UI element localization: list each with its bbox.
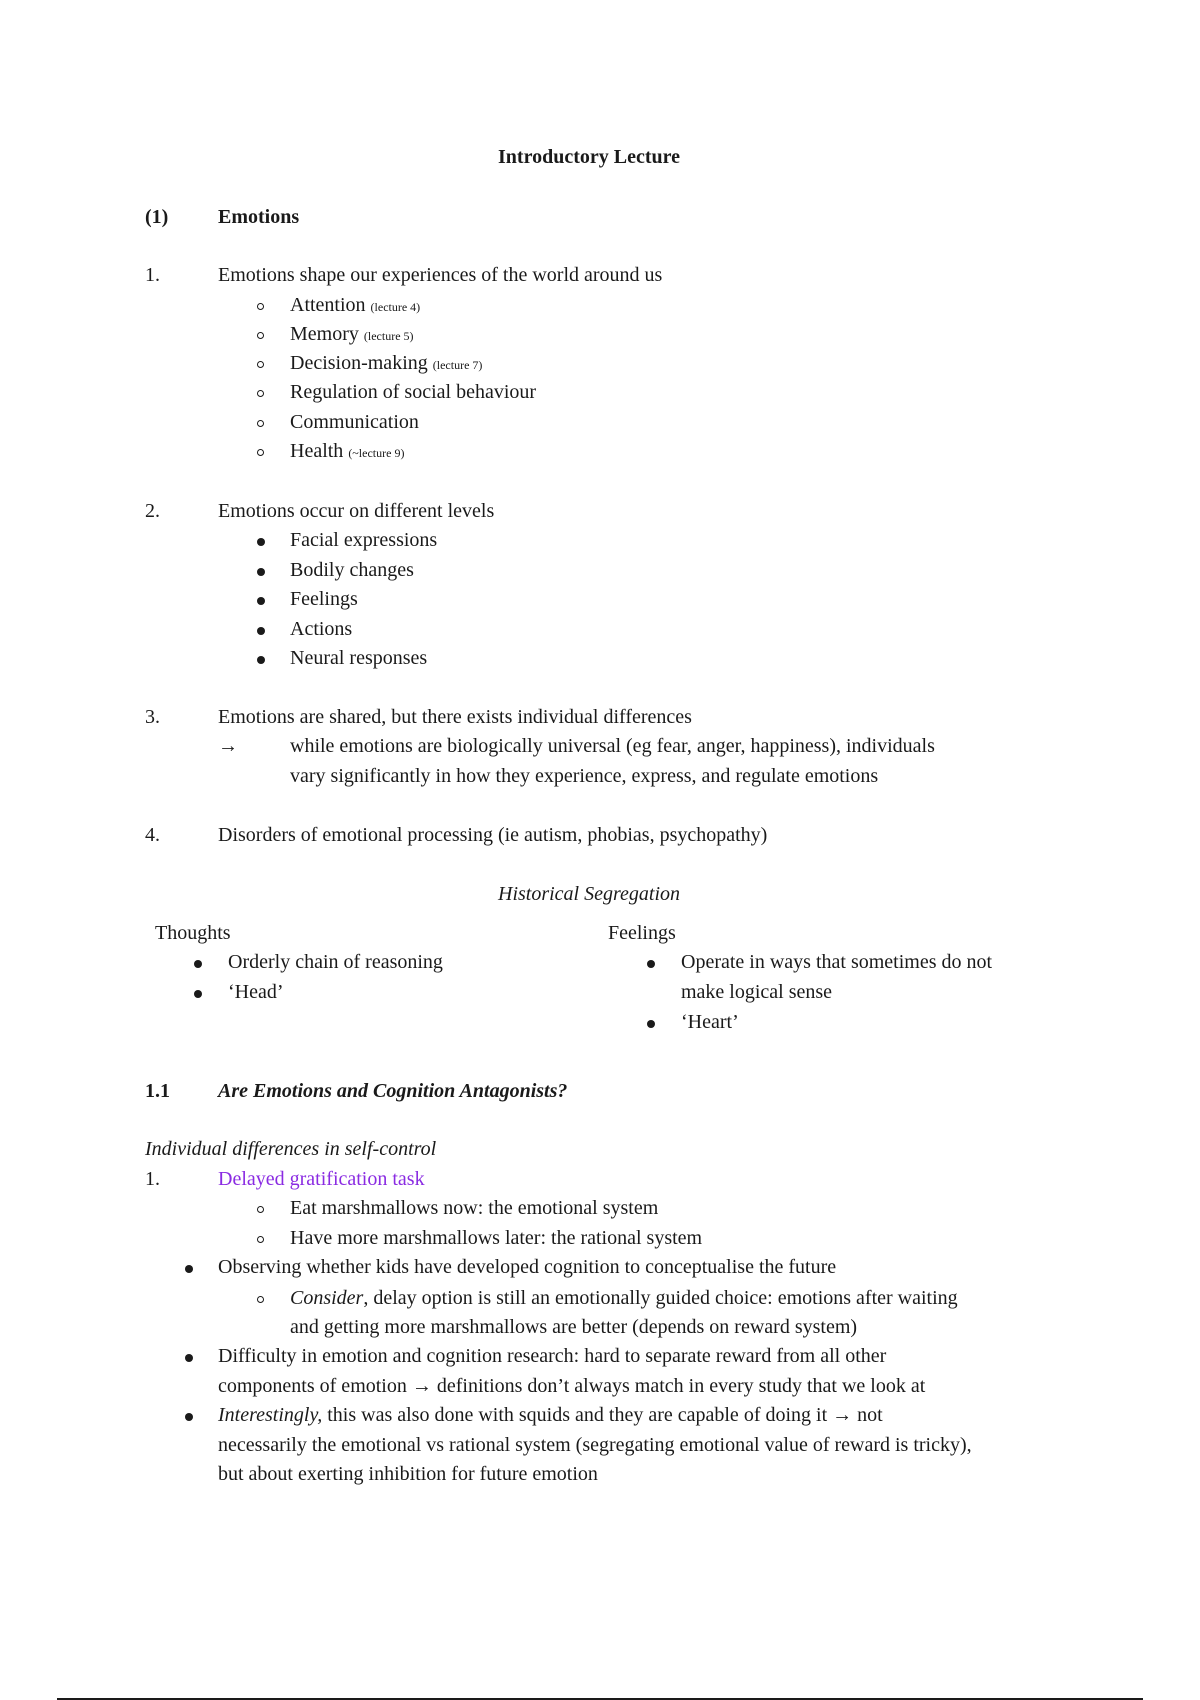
list-item: Eat marshmallows now: the emotional system: [290, 1197, 659, 1219]
point-text: Disorders of emotional processing (ie autism, phobias, psychopathy): [218, 824, 768, 846]
thoughts-label: Thoughts: [155, 922, 231, 944]
point-number: 1.: [145, 264, 160, 286]
list-item: Orderly chain of reasoning: [228, 951, 443, 973]
list-item: Facial expressions: [290, 529, 438, 551]
point-number: 1.: [145, 1168, 160, 1190]
list-item: Feelings: [290, 588, 358, 610]
list-item: Have more marshmallows later: the rational system: [290, 1227, 703, 1249]
historical-heading: Historical Segregation: [498, 883, 681, 905]
list-item-continued: but about exerting inhibition for future emotion: [218, 1463, 598, 1485]
bullet-icon: [194, 960, 202, 968]
list-item: ‘Head’: [228, 981, 284, 1003]
feelings-label: Feelings: [608, 922, 676, 944]
list-item: Memory (lecture 5): [290, 323, 414, 345]
point-number: 2.: [145, 500, 160, 522]
bullet-icon: [257, 627, 265, 635]
bullet-icon: [185, 1265, 193, 1273]
hollow-bullet-icon: [257, 332, 264, 339]
list-item: Consider, delay option is still an emotionally guided choice: emotions after waiting: [290, 1287, 958, 1309]
list-item: Regulation of social behaviour: [290, 381, 537, 403]
point-number: 4.: [145, 824, 160, 846]
subheading: Individual differences in self-control: [145, 1138, 437, 1160]
section-heading: Emotions: [218, 206, 300, 228]
bullet-icon: [257, 656, 265, 664]
point-text: Emotions are shared, but there exists individual differences: [218, 706, 692, 728]
point-number: 3.: [145, 706, 160, 728]
list-item: Difficulty in emotion and cognition research: hard to separate reward from all other: [218, 1345, 887, 1367]
list-item-continued: make logical sense: [681, 981, 833, 1003]
list-item: Observing whether kids have developed cognition to conceptualise the future: [218, 1256, 837, 1278]
list-item: Health (~lecture 9): [290, 440, 405, 462]
bullet-icon: [185, 1354, 193, 1362]
arrow-icon: →: [218, 735, 238, 757]
subsection-heading: Are Emotions and Cognition Antagonists?: [218, 1080, 568, 1102]
list-item: Operate in ways that sometimes do not: [681, 951, 993, 973]
bullet-icon: [194, 990, 202, 998]
bullet-icon: [257, 538, 265, 546]
page-title: Introductory Lecture: [498, 146, 681, 168]
hollow-bullet-icon: [257, 1236, 264, 1243]
bullet-icon: [647, 960, 655, 968]
list-item: Interestingly, this was also done with squids and they are capable of doing it → not: [218, 1404, 883, 1426]
list-item-continued: components of emotion → definitions don’t always match in every study that we look at: [218, 1375, 926, 1397]
hollow-bullet-icon: [257, 449, 264, 456]
bullet-icon: [257, 597, 265, 605]
hollow-bullet-icon: [257, 361, 264, 368]
point-text: Emotions shape our experiences of the world around us: [218, 264, 663, 286]
point-text: Emotions occur on different levels: [218, 500, 495, 522]
hollow-bullet-icon: [257, 1296, 264, 1303]
bullet-icon: [647, 1020, 655, 1028]
list-item: Attention (lecture 4): [290, 294, 421, 316]
arrow-text-line: vary significantly in how they experience, express, and regulate emotions: [290, 765, 879, 787]
list-item: Actions: [290, 618, 353, 640]
subsection-number: 1.1: [145, 1080, 170, 1102]
hollow-bullet-icon: [257, 303, 264, 310]
task-label: Delayed gratification task: [218, 1168, 425, 1190]
bullet-icon: [257, 568, 265, 576]
list-item: Neural responses: [290, 647, 428, 669]
arrow-text-line: while emotions are biologically universal (eg fear, anger, happiness), individuals: [290, 735, 935, 757]
hollow-bullet-icon: [257, 390, 264, 397]
list-item: Decision-making (lecture 7): [290, 352, 483, 374]
list-item-continued: and getting more marshmallows are better (depends on reward system): [290, 1316, 858, 1338]
list-item-continued: necessarily the emotional vs rational system (segregating emotional value of reward is tricky),: [218, 1434, 972, 1456]
list-item: Bodily changes: [290, 559, 414, 581]
hollow-bullet-icon: [257, 1206, 264, 1213]
section-number: (1): [145, 206, 169, 228]
list-item: Communication: [290, 411, 419, 433]
hollow-bullet-icon: [257, 420, 264, 427]
list-item: ‘Heart’: [681, 1011, 739, 1033]
bullet-icon: [185, 1413, 193, 1421]
